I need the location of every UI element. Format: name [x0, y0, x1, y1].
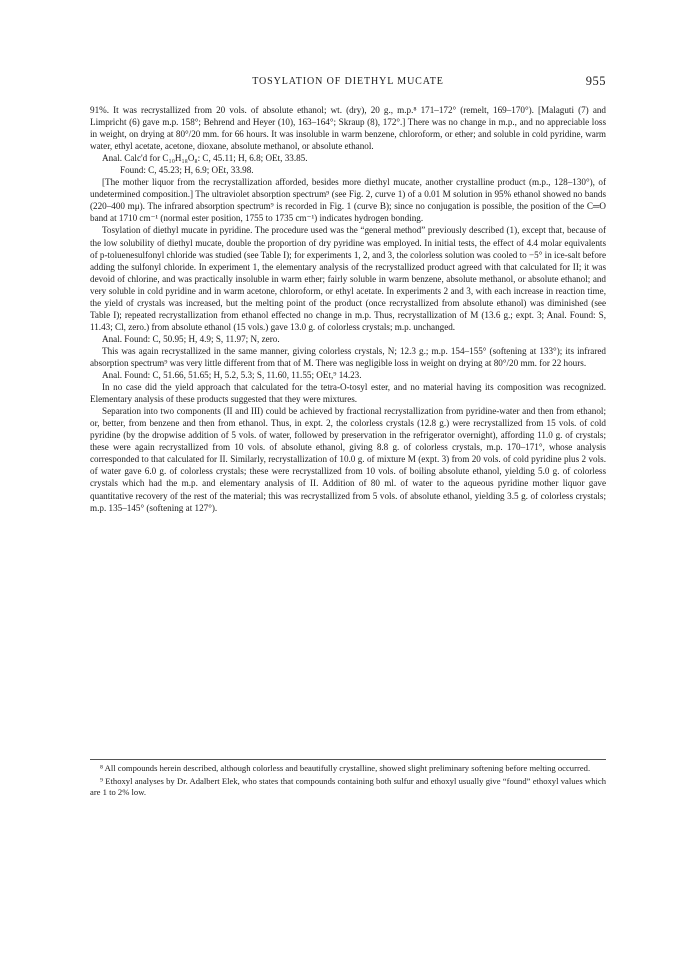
paragraph-yield-note: In no case did the yield approach that calculated for the tetra-O-tosyl ester, and no material having its composition was recognized. Elementary analysis of these products suggested that they were mixtures. — [90, 382, 606, 405]
paragraph-mucate-properties: 91%. It was recrystallized from 20 vols. of absolute ethanol; wt. (dry), 20 g., m.p.⁸ 171–172° (remelt, 169–170°). [Malaguti (7) and Limpricht (6) gave m.p. 158°; Behrend and Heyer (10), 163–164°; Skraup (8), 172°.] There was no change in m.p., and no appreciable loss in weight, on drying at 80°/20 mm. for 66 hours. It was insoluble in warm benzene, chloroform, or ether; and soluble in cold pyridine, warm water, ethyl acetate, acetone, dioxane, absolute methanol, or absolute ethanol. — [90, 105, 606, 152]
paragraph-recrystallization-n: This was again recrystallized in the same manner, giving colorless crystals, N; 12.3 g.; m.p. 154–155° (softening at 133°); its infrared absorption spectrum⁹ was very little different from that of M. There was negligible loss in weight on drying at 80°/20 mm. for 22 hours. — [90, 345, 606, 368]
page-number: 955 — [585, 74, 606, 88]
paragraph-tosylation-procedure: Tosylation of diethyl mucate in pyridine. The procedure used was the “general method” previously described (1), except that, because of the low solubility of diethyl mucate, double the proportion of dry pyridine was employed. In initial tests, the effect of 4.4 molar equivalents of p-toluenesulfonyl chloride was studied (see Table I); for experiments 1, 2, and 3, the colorless solution was cooled to −5° in ice-salt before adding the sulfonyl chloride. In experiment 1, the elementary analysis of the recrystallized product agreed with that calculated for II; it was devoid of chlorine, and was practically insoluble in warm ether; fairly soluble in warm benzene, absolute methanol, or absolute ethanol; and very soluble in cold pyridine and in warm acetone, chloroform, or ethyl acetate. In experiments 2 and 3, with each increase in reaction time, the yield of crystals was increased, but the melting point of the product (once recrystallized from absolute ethanol) was diminished (see Table I); repeated recrystallization from ethanol effected no change in m.p. Thus, recrystallization of M (13.6 g.; expt. 3; Anal. Found: S, 11.43; Cl, zero.) from absolute ethanol (15 vols.) gave 13.0 g. of colorless crystals; m.p. unchanged. — [90, 225, 606, 332]
footnotes — [90, 763, 606, 800]
page-header — [90, 76, 606, 92]
footnote-9: ⁹ Ethoxyl analyses by Dr. Adalbert Elek, who states that compounds containing both sulfur and ethoxyl usually give “found” ethoxyl values which are 1 to 2% low. — [90, 775, 606, 797]
running-title: TOSYLATION OF DIETHYL MUCATE — [252, 76, 444, 87]
paragraph-separation: Separation into two components (II and III) could be achieved by fractional recrystallization from pyridine-water and then from ethanol; or, better, from benzene and then from ethanol. Thus, in expt. 2, the colorless crystals (12.8 g.) were recrystallized from 15 vols. of cold pyridine (by the dropwise addition of 5 vols. of water, followed by preservation in the refrigerator overnight), affording 11.0 g. of crystals; these were again recrystallized from 10 vols. of absolute ethanol, giving 8.8 g. of colorless crystals, m.p. 170–171°, whose analysis corresponded to that calculated for II. Similarly, recrystallization of 10.0 g. of mixture M (expt. 3) from 20 vols. of cold pyridine plus 2 vols. of water gave 6.0 g. of colorless crystals; these were recrystallized from 10 vols. of boiling absolute ethanol, yielding 5.0 g. of colorless crystals which had the m.p. and elementary analysis of II. Addition of 80 ml. of water to the aqueous pyridine mother liquor gave quantitative recovery of the rest of the material; this was recrystallized from 5 vols. of absolute ethanol, yielding 3.5 g. of colorless crystals; m.p. 135–145° (softening at 127°). — [90, 406, 606, 513]
analysis-found-n: Anal. Found: C, 51.66, 51.65; H, 5.2, 5.3; S, 11.60, 11.55; OEt,⁹ 14.23. — [102, 370, 362, 381]
analysis-found: Found: C, 45.23; H, 6.9; OEt, 33.98. — [120, 165, 254, 176]
footnote-divider — [90, 759, 606, 760]
analysis-calculated: Anal. Calc'd for C₁₀H₁₈O₈: C, 45.11; H, 6.8; OEt, 33.85. — [102, 153, 308, 164]
body-text — [90, 104, 606, 514]
analysis-found-m: Anal. Found: C, 50.95; H, 4.9; S, 11.97; N, zero. — [102, 333, 280, 344]
footnote-8: ⁸ All compounds herein described, although colorless and beautifully crystalline, showed slight preliminary softening before melting occurred. — [100, 763, 591, 773]
paragraph-mother-liquor: [The mother liquor from the recrystallization afforded, besides more diethyl mucate, another crystalline product (m.p., 128–130°), of undetermined composition.] The ultraviolet absorption spectrum⁹ (see Fig. 2, curve 1) of a 0.01 M solution in 95% ethanol showed no bands (220–400 mμ). The infrared absorption spectrum⁹ is recorded in Fig. 1 (curve B); since no conjugation is possible, the position of the C═O band at 1710 cm⁻¹ (normal ester position, 1755 to 1735 cm⁻¹) indicates hydrogen bonding. — [90, 177, 606, 224]
